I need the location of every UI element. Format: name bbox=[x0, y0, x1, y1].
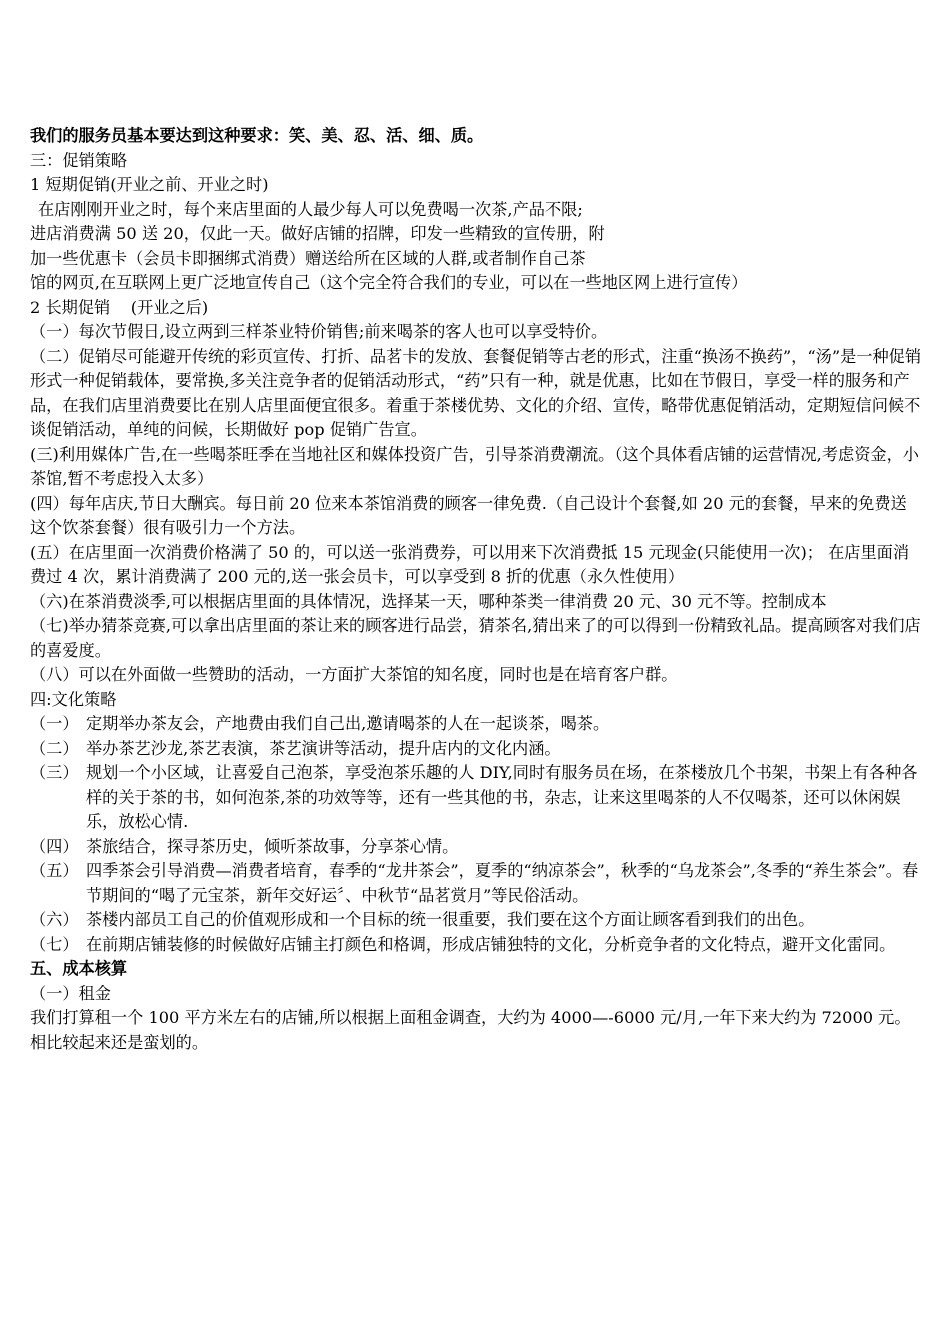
short-term-line: 加一些优惠卡（会员卡即捆绑式消费）赠送给所在区域的人群,或者制作自己茶 bbox=[30, 248, 586, 268]
culture-item-number: （三） bbox=[30, 763, 79, 782]
culture-item bbox=[30, 933, 922, 958]
section-4-title: 四:文化策略 bbox=[30, 689, 117, 709]
long-term-item: (四）每年店庆,节日大酬宾。每日前 20 位来本茶馆消费的顾客一律免费.（自己设计个套餐,如 20 元的套餐，早来的免费送这个饮茶套餐）很有吸引力一个方法。 bbox=[30, 493, 907, 537]
culture-item bbox=[30, 835, 922, 860]
culture-item bbox=[30, 859, 922, 908]
culture-item-number: （一） bbox=[30, 714, 79, 733]
culture-item-text: 四季茶会引导消费—消费者培育，春季的“龙井茶会”，夏季的“纳凉茶会”，秋季的“乌龙茶会”,冬季的“养生茶会”。春节期间的“喝了元宝茶，新年交好运〞、中秋节“品茗赏月”等民俗活动。 bbox=[86, 861, 919, 905]
long-term-item: （二）促销尽可能避开传统的彩页宣传、打折、品茗卡的发放、套餐促销等古老的形式，注重“换汤不换药”，“汤”是一种促销形式一种促销载体，要常换,多关注竞争者的促销活动形式，“药”只有一种，就是优惠，比如在节假日，享受一样的服务和产品，在我们店里消费要比在别人店里面便宜很多。着重于茶楼优势、文化的介绍、宣传，略带优惠促销活动，定期短信问候不谈促销活动，单纯的问候，长期做好 pop 促销广告宣。 bbox=[30, 346, 922, 439]
long-term-item: （一）每次节假日,设立两到三样茶业特价销售;前来喝茶的客人也可以享受特价。 bbox=[30, 322, 608, 341]
rent-title: （一）租金 bbox=[30, 983, 111, 1003]
document-page bbox=[30, 124, 922, 1055]
culture-item bbox=[30, 908, 922, 933]
long-term-item: (五）在店里面一次消费价格满了 50 的，可以送一张消费券，可以用来下次消费抵 15 元现金(只能使用一次)； 在店里面消费过 4 次，累计消费满了 200 元的,送一张会员卡，可以享受到 8 折的优惠（永久性使用） bbox=[30, 542, 910, 586]
culture-item bbox=[30, 737, 922, 762]
culture-item bbox=[30, 712, 922, 737]
long-term-item: (三)利用媒体广告,在一些喝茶旺季在当地社区和媒体投资广告，引导茶消费潮流。（这个具体看店铺的运营情况,考虑资金，小茶馆,暂不考虑投入太多） bbox=[30, 444, 919, 488]
requirements-heading: 我们的服务员基本要达到这种要求：笑、美、忍、活、细、质。 bbox=[30, 126, 484, 145]
culture-item-text: 茶旅结合，探寻茶历史，倾听茶故事，分享茶心情。 bbox=[86, 836, 459, 856]
short-term-title: 1 短期促销(开业之前、开业之时) bbox=[30, 175, 269, 194]
culture-item-text: 在前期店铺装修的时候做好店铺主打颜色和格调，形成店铺独特的文化，分析竞争者的文化特点，避开文化雷同。 bbox=[86, 934, 896, 954]
long-term-title: 2 长期促销 (开业之后) bbox=[30, 297, 209, 317]
culture-item-text: 茶楼内部员工自己的价值观形成和一个目标的统一很重要，我们要在这个方面让顾客看到我们的出色。 bbox=[86, 910, 815, 929]
culture-item-number: （七） bbox=[30, 934, 79, 954]
section-3-title: 三：促销策略 bbox=[30, 150, 128, 170]
long-term-item: （七)举办猜茶竞赛,可以拿出店里面的茶让来的顾客进行品尝，猜茶名,猜出来了的可以得到一份精致礼品。提高顾客对我们店的喜爱度。 bbox=[30, 616, 921, 660]
culture-item-number: （五） bbox=[30, 861, 79, 880]
section-5-title: 五、成本核算 bbox=[30, 959, 128, 978]
culture-item-number: （六） bbox=[30, 910, 79, 929]
long-term-item: （六)在茶消费淡季,可以根据店里面的具体情况，选择某一天，哪种茶类一律消费 20 元、30 元不等。控制成本 bbox=[30, 591, 827, 611]
culture-item-text: 规划一个小区域，让喜爱自己泡茶，享受泡茶乐趣的人 DIY,同时有服务员在场，在茶楼放几个书架，书架上有各种各样的关于茶的书，如何泡茶,茶的功效等等，还有一些其他的书，杂志，让来这里喝茶的人不仅喝茶，还可以休闲娱乐，放松心情. bbox=[86, 763, 918, 831]
culture-item-number: （二） bbox=[30, 738, 79, 758]
short-term-line: 馆的网页,在互联网上更广泛地宣传自己（这个完全符合我们的专业，可以在一些地区网上进行宣传） bbox=[30, 273, 748, 292]
culture-item-text: 定期举办茶友会，产地费由我们自己出,邀请喝茶的人在一起谈茶，喝茶。 bbox=[86, 714, 610, 733]
short-term-line: 进店消费满 50 送 20，仅此一天。做好店铺的招牌，印发一些精致的宣传册，附 bbox=[30, 224, 605, 243]
long-term-item: （八）可以在外面做一些赞助的活动，一方面扩大茶馆的知名度，同时也是在培育客户群。 bbox=[30, 665, 678, 684]
culture-item bbox=[30, 761, 922, 835]
rent-text: 我们打算租一个 100 平方米左右的店铺,所以根据上面租金调查，大约为 4000—-6000 元/月,一年下来大约为 72000 元。相比较起来还是蛮划的。 bbox=[30, 1008, 911, 1052]
short-term-line: 在店刚刚开业之时，每个来店里面的人最少每人可以免费喝一次茶,产品不限; bbox=[38, 199, 583, 219]
culture-item-text: 举办茶艺沙龙,茶艺表演，茶艺演讲等活动，提升店内的文化内涵。 bbox=[86, 738, 561, 758]
culture-item-number: （四） bbox=[30, 836, 79, 856]
